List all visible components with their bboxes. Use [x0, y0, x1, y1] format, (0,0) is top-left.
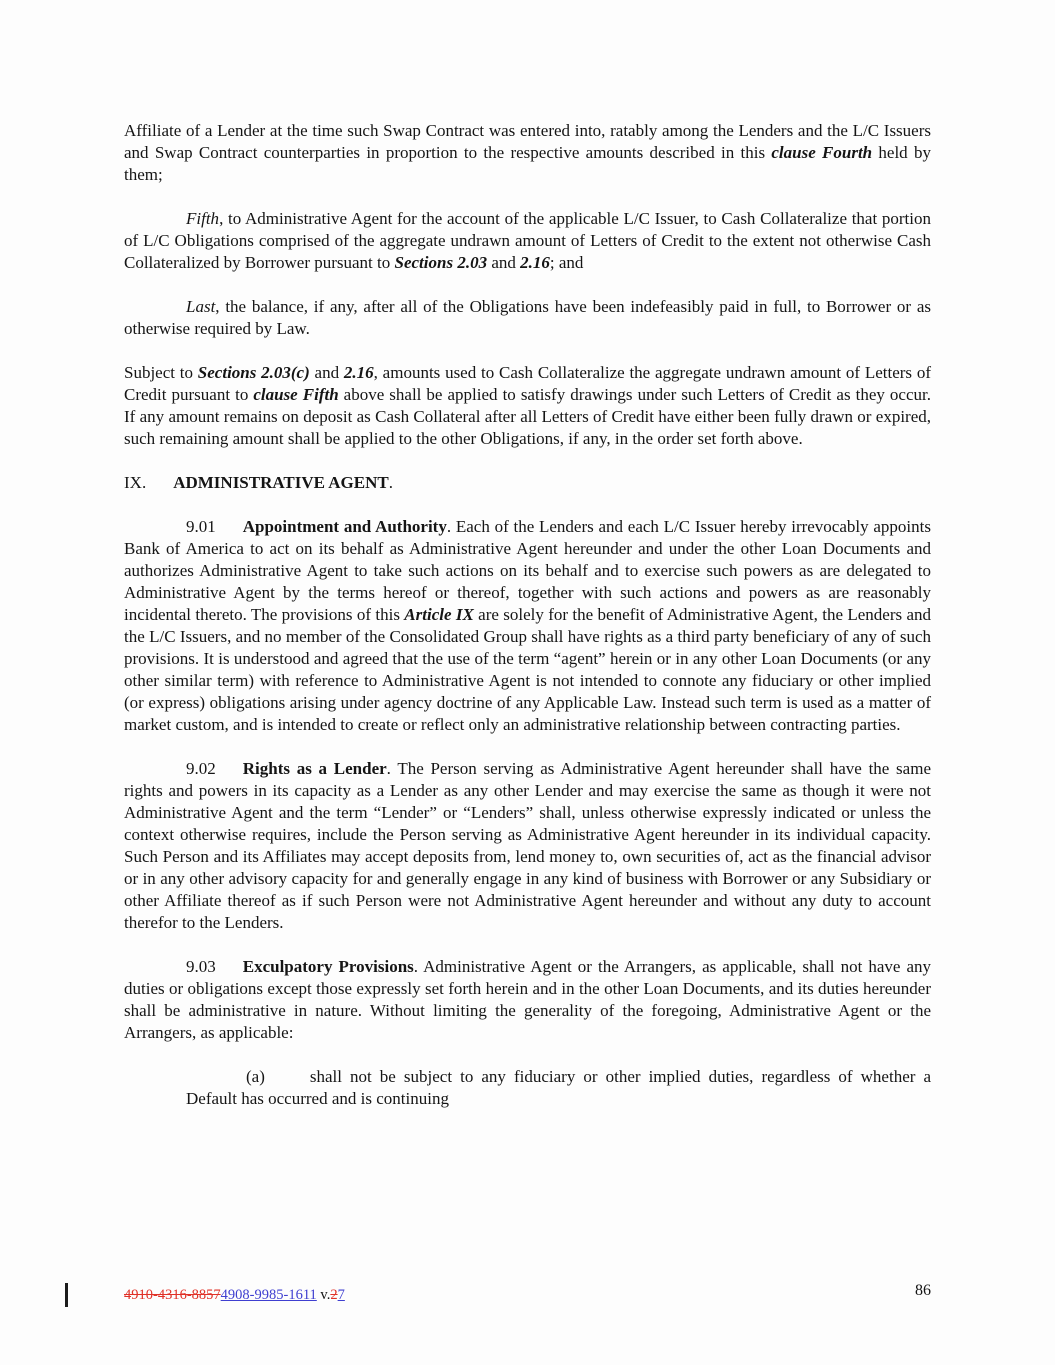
text-run: 2.16 — [343, 363, 374, 382]
paragraph-subject-to — [124, 362, 931, 450]
paragraph-section-9-03 — [124, 956, 931, 1044]
subparagraph-a — [186, 1066, 931, 1110]
text-run: ADMINISTRATIVE AGENT — [173, 473, 389, 492]
paragraph-section-9-01 — [124, 516, 931, 736]
change-bar-icon — [65, 1283, 68, 1307]
paragraph-continuation-clause-fourth — [124, 120, 931, 186]
text-run: Appointment and Authority — [242, 517, 447, 536]
text-run: Affiliate of a Lender at the time such Swap Contract was entered into, ratably among the Lenders and the L/C Issuers and Swap Contract counterparties in proportion to the respective amounts described in this — [124, 121, 931, 162]
text-run: and — [309, 363, 344, 382]
text-run: 9.03 — [186, 957, 216, 976]
text-run: held by them; — [124, 143, 931, 184]
paragraph-section-9-02 — [124, 758, 931, 934]
text-run: v. — [316, 1287, 331, 1303]
text-run: and — [487, 253, 521, 272]
text-run: . The Person serving as Administrative Agent hereunder shall have the same rights and powers in its capacity as a Lender as any other Lender and may exercise the same as though it were not Administrative Agent and the term “Lender” or “Lenders” shall, unless otherwise expressly indicated or unless the context otherwise requires, include the Person serving as Administrative Agent hereunder in its individual capacity. Such Person and its Affiliates may accept deposits from, lend money to, own securities of, act as the financial advisor or in any other advisory capacity for and generally engage in any kind of business with Borrower or any Subsidiary or other Affiliate thereof as if such Person were not Administrative Agent hereunder and without any duty to account therefor to the Lenders. — [124, 759, 931, 932]
text-run: . Administrative Agent or the Arrangers, as applicable, shall not have any duties or obligations except those expressly set forth herein and in the other Loan Documents, and its duties hereunder shall be administrative in nature. Without limiting the generality of the foregoing, Administrative Agent or the Arrangers, as applicable: — [124, 957, 931, 1042]
article-ix-heading — [124, 472, 931, 494]
text-run: , amounts used to Cash Collateralize the aggregate undrawn amount of Letters of Credit pursuant to — [124, 363, 931, 404]
text-run: 2.16 — [520, 253, 550, 272]
text-run: , the balance, if any, after all of the Obligations have been indefeasibly paid in full, to Borrower or as otherwise required by Law. — [124, 297, 931, 338]
text-run: 9.01 — [186, 517, 216, 536]
text-run: 9.02 — [186, 759, 216, 778]
text-run: above shall be applied to satisfy drawings under such Letters of Credit as they occur. If any amount remains on deposit as Cash Collateral after all Letters of Credit have either been fully drawn or expired, such remaining amount shall be applied to the other Obligations, if any, in the order set forth above. — [124, 385, 931, 448]
text-run: Sections 2.03 — [394, 253, 488, 272]
text-run: are solely for the benefit of Administrative Agent, the Lenders and the L/C Issuers, and no member of the Consolidated Group shall have rights as a third party beneficiary of any of such provisions. It is understood and agreed that the use of the term “agent” herein or in any other Loan Documents (or any other similar term) with reference to Administrative Agent is not intended to connote any fiduciary or other implied (or express) obligations arising under agency doctrine of any Applicable Law. Instead such term is used as a matter of market custom, and is intended to create or reflect only an administrative relationship between contracting parties. — [124, 605, 932, 734]
text-run: Fifth — [186, 209, 220, 228]
paragraph-clause-last — [124, 296, 931, 340]
text-run: Subject to — [124, 363, 198, 382]
page-number: 86 — [915, 1282, 931, 1299]
text-run: 7 — [337, 1287, 345, 1303]
text-run: . Each of the Lenders and each L/C Issuer hereby irrevocably appoints Bank of America to act on its behalf as Administrative Agent hereunder and under the other Loan Documents and authorizes Administrative Agent to take such actions on its behalf and to exercise such powers as are delegated to Administrative Agent by the terms hereof or thereof, together with such actions and powers as are reasonably incidental thereto. The provisions of this — [124, 517, 931, 624]
text-run: ; and — [549, 253, 584, 272]
text-run: Article IX — [404, 605, 474, 624]
text-run: Exculpatory Provisions — [242, 957, 414, 976]
text-run: IX. — [124, 473, 147, 492]
text-run: 4908-9985-1611 — [220, 1287, 317, 1303]
text-run: , to Administrative Agent for the account of the applicable L/C Issuer, to Cash Collateralize that portion of L/C Obligations comprised of the aggregate undrawn amount of Letters of Credit to the extent not otherwise Cash Collateralized by Borrower pursuant to — [124, 209, 931, 272]
text-run: Last — [186, 297, 216, 316]
footer-document-id — [124, 1285, 345, 1305]
text-run: (a) — [246, 1067, 265, 1086]
text-run: clause Fourth — [771, 143, 873, 162]
text-run: 2 — [330, 1287, 338, 1303]
text-run: clause Fifth — [253, 385, 339, 404]
text-run: Rights as a Lender — [242, 759, 387, 778]
document-body — [124, 120, 931, 1132]
paragraph-clause-fifth — [124, 208, 931, 274]
text-run: shall not be subject to any fiduciary or other implied duties, regardless of whether a Default has occurred and is continuing — [186, 1067, 931, 1108]
text-run: 4910-4316-8857 — [124, 1287, 221, 1303]
text-run: Sections 2.03(c) — [197, 363, 310, 382]
text-run: . — [388, 473, 393, 492]
